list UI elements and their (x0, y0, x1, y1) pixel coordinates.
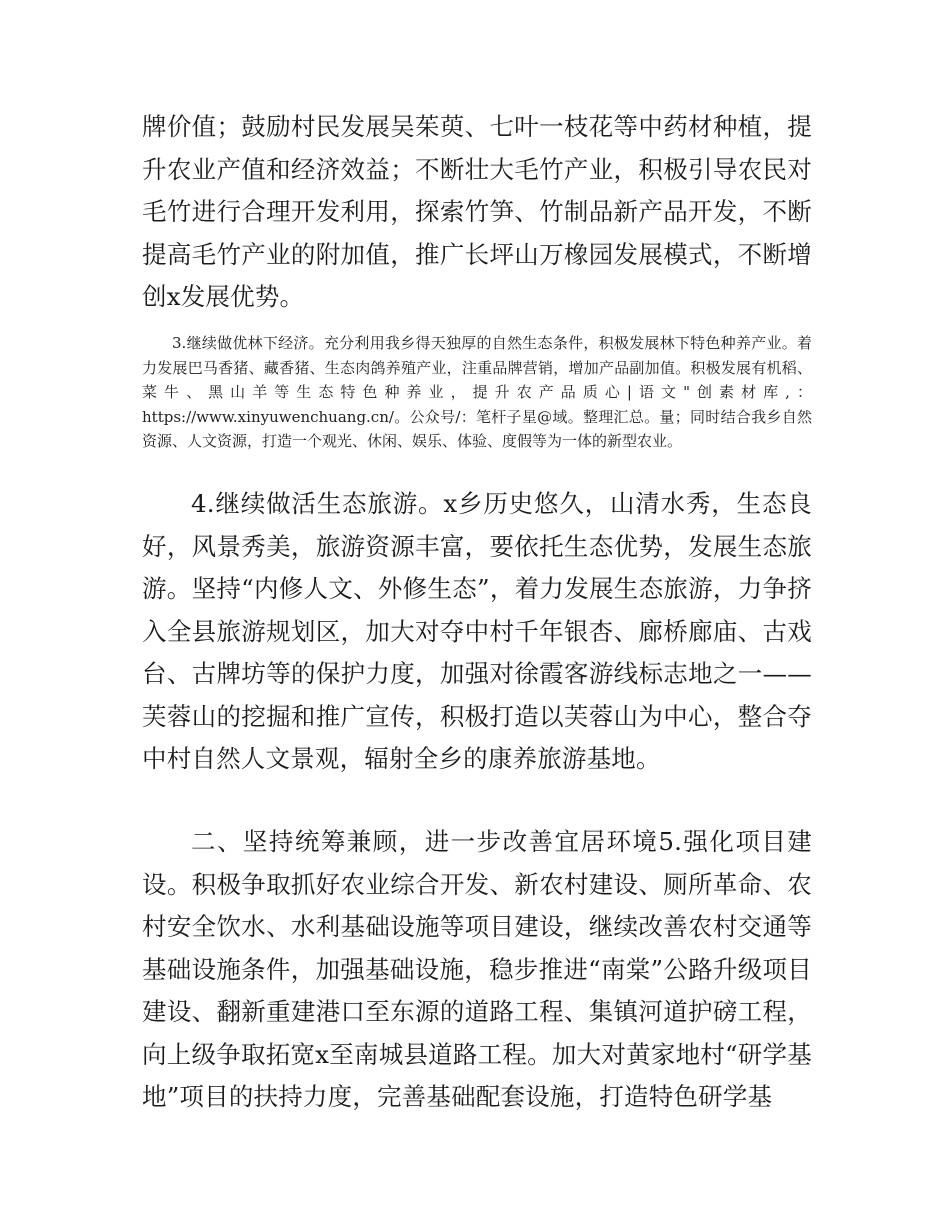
paragraph-continuation: 牌价值；鼓励村民发展吴茱萸、七叶一枝花等中药材种植，提升农业产值和经济效益；不断壮大毛竹产业，积极引导农民对毛竹进行合理开发利用，探索竹笋、竹制品新产品开发，不断提高毛竹产业的附加值，推广长坪山万橡园发展模式，不断增创x发展优势。 (142, 112, 812, 311)
paragraph-project-construction: 二、坚持统筹兼顾，进一步改善宜居环境5.强化项目建设。积极争取抓好农业综合开发、新农村建设、厕所革命、农村安全饮水、水利基础设施等项目建设，继续改善农村交通等基础设施条件，加强基础设施，稳步推进“南棠”公路升级项目建设、翻新重建港口至东源的道路工程、集镇河道护磅工程，向上级争取拓宽x至南城县道路工程。加大对黄家地村“研学基地”项目的扶持力度，完善基础配套设施，打造特色研学基 (142, 827, 812, 1111)
paragraph-forest-economy: 3.继续做优林下经济。充分利用我乡得天独厚的自然生态条件，积极发展林下特色种养产业。着力发展巴马香猪、藏香猪、生态肉鸽养殖产业，注重品牌营销，增加产品副加值。积极发展有机稻、菜牛、黑山羊等生态特色种养业，提升农产品质心|语文"创素材库,：https://www.xinyuwenchuang.cn/。公众号/：笔杆子星@域。整理汇总。量；同时结合我乡自然资源、人文资源，打造一个观光、休闲、娱乐、体验、度假等为一体的新型农业。 (142, 334, 812, 450)
paragraph-eco-tourism: 4.继续做活生态旅游。x乡历史悠久，山清水秀，生态良好，风景秀美，旅游资源丰富，要依托生态优势，发展生态旅游。坚持“内修人文、外修生态”，着力发展生态旅游，力争挤入全县旅游规划区，加大对夺中村千年银杏、廊桥廊庙、古戏台、古牌坊等的保护力度，加强对徐霞客游线标志地之一——芙蓉山的挖掘和推广宣传，积极打造以芙蓉山为中心，整合夺中村自然人文景观，辐射全乡的康养旅游基地。 (142, 489, 812, 773)
